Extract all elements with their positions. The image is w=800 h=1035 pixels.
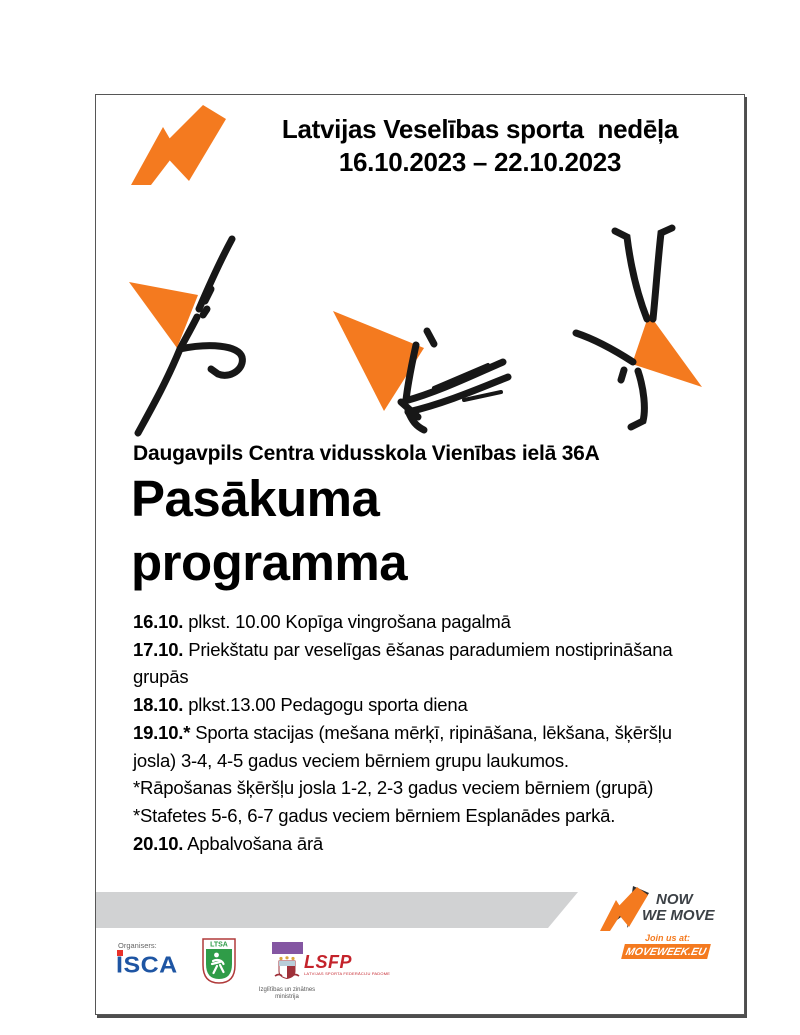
lsfp-logo bbox=[304, 953, 394, 976]
program-line: 20.10. Apbalvošana ārā bbox=[133, 832, 324, 854]
poster-title bbox=[236, 113, 724, 179]
lsfp-logo-text: LSFP bbox=[304, 952, 353, 972]
footer-gray-band bbox=[96, 892, 578, 928]
isca-logo-text: ISCA bbox=[116, 952, 178, 979]
latvia-coat-of-arms-icon bbox=[274, 956, 300, 980]
program-line: *Stafetes 5-6, 6-7 gadus veciem bērniem Esplanādes parkā. bbox=[133, 804, 616, 826]
ltsa-logo-text: LTSA bbox=[210, 941, 228, 949]
program-title-line1: Pasākuma bbox=[131, 470, 380, 527]
poster-title-line2: 16.10.2023 – 22.10.2023 bbox=[338, 147, 622, 177]
program-line: 17.10. Priekštatu par veselīgas ēšanas paradumiem nostiprināšana bbox=[133, 638, 673, 660]
ltsa-logo bbox=[202, 938, 236, 984]
poster-page bbox=[95, 94, 745, 1015]
moveweek-site-banner bbox=[621, 944, 711, 959]
poster-title-line1: Latvijas Veselības sporta nedēļa bbox=[281, 114, 679, 144]
program-line: 18.10. plkst.13.00 Pedagogu sporta diena bbox=[133, 694, 468, 716]
program-line: 16.10. plkst. 10.00 Kopīga vingrošana pagalmā bbox=[133, 611, 511, 632]
lsfp-caption: LATVIJAS SPORTA FEDERĀCIJU PADOME bbox=[304, 971, 391, 976]
program-list bbox=[133, 608, 672, 857]
nowwemove-text-line2: WE MOVE bbox=[642, 907, 715, 924]
program-title bbox=[131, 467, 407, 595]
moveweek-site-text: MOVEWEEK.EU bbox=[624, 945, 708, 958]
isca-logo bbox=[116, 950, 196, 980]
program-title-line2: programma bbox=[131, 534, 408, 591]
join-us-text: Join us at: bbox=[645, 933, 691, 943]
program-line: *Rāpošanas šķēršļu josla 1-2, 2-3 gadus veciem bērniem (grupā) bbox=[133, 777, 654, 799]
ministry-caption: Izglītības un zinātnes ministrija bbox=[258, 987, 316, 1000]
nowwemove-text-line1: NOW bbox=[656, 891, 693, 908]
ministry-purple-rect-icon bbox=[272, 942, 303, 954]
sport-figure-sitting-icon bbox=[328, 303, 518, 443]
program-line: josla) 3-4, 4-5 gadus veciem bērniem grupu laukumos. bbox=[133, 749, 569, 771]
program-line: grupās bbox=[133, 666, 189, 688]
venue-heading: Daugavpils Centra vidusskola Vienības ielā 36A bbox=[133, 442, 600, 465]
sport-figure-handstand-icon bbox=[564, 221, 714, 436]
moveweek-logo-icon bbox=[129, 103, 233, 185]
organisers-label: Organisers: bbox=[118, 941, 157, 950]
sport-figure-jumping-icon bbox=[114, 233, 254, 448]
program-line: 19.10.* Sporta stacijas (mešana mērķī, ripināšana, lēkšana, šķēršļu bbox=[133, 721, 672, 743]
